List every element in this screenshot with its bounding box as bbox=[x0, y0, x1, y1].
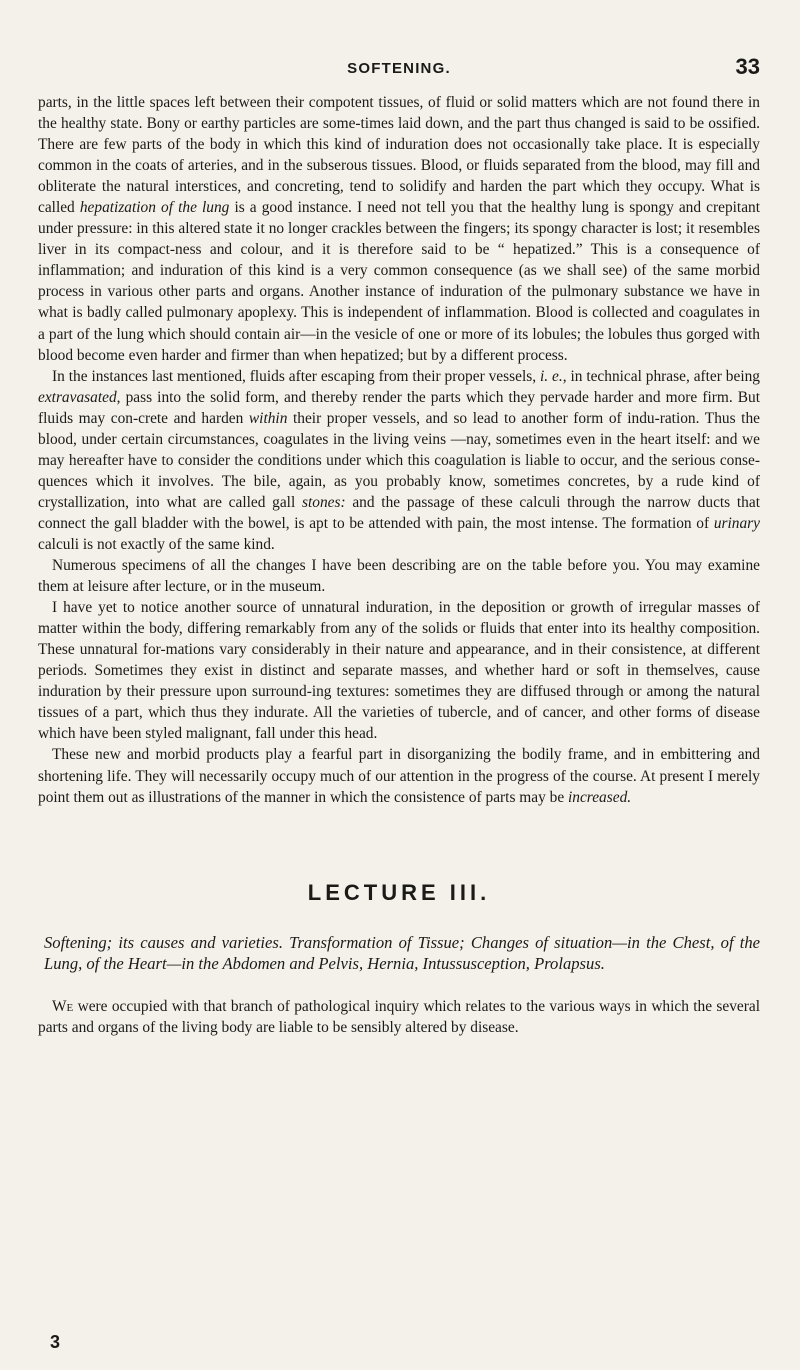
lecture-opening-paragraph bbox=[38, 996, 760, 1038]
body-paragraph bbox=[38, 92, 760, 366]
text-run: and the passage of these calculi through the narrow ducts that connect the gall bladder with the bowel, is apt to be attended with pain, the most intense. The formation of bbox=[38, 493, 760, 532]
page-header bbox=[38, 52, 760, 92]
lecture-opening-text: were occupied with that branch of pathological inquiry which relates to the various ways in which the several parts and organs of the living body are liable to be sensibly altered by disease. bbox=[38, 997, 760, 1036]
body-paragraph bbox=[38, 366, 760, 555]
text-run: , pass into the solid form, and thereby render the parts which they pervade harder and more firm. But fluids may con-crete and harden bbox=[38, 388, 760, 427]
lecture-body bbox=[38, 996, 760, 1038]
italic-phrase: extravasated bbox=[38, 388, 117, 406]
text-run: calculi is not exactly of the same kind. bbox=[38, 535, 275, 553]
italic-phrase: i. e. bbox=[539, 367, 563, 385]
text-run: parts, in the little spaces left between their compotent tissues, of fluid or solid matters which are not found there in the healthy state. Bony or earthy particles are some-times laid down, and the part thus changed is said to be ossified. There are few parts of the body in which this kind of induration does not occasionally take place. It is especially common in the coats of arteries, and in the subserous tissues. Blood, or fluids separated from the blood, may fill and obliterate the natural interstices, and concreting, tend to solidify and harden the part which they occupy. What is called bbox=[38, 94, 760, 217]
lecture-title: LECTURE III. bbox=[307, 879, 491, 905]
signature-mark: 3 bbox=[50, 1332, 61, 1352]
italic-phrase: within bbox=[248, 409, 288, 427]
page-number: 33 bbox=[735, 54, 760, 79]
lecture-opening-word: We bbox=[52, 997, 74, 1015]
lecture-synopsis: Softening; its causes and varieties. Transformation of Tissue; Changes of situation—in the Chest, of the Lung, of the Heart—in the Abdomen and Pelvis, Hernia, Intussusception, Prolapsus. bbox=[44, 932, 760, 973]
italic-phrase: stones: bbox=[301, 493, 346, 511]
text-run: I have yet to notice another source of unnatural induration, in the deposition or growth of irregular masses of matter within the body, differing remarkably from any of the solids or fluids that enter into its healthy composition. These unnatural for-mations vary considerably in their nature and appearance, and in their consistence, at different periods. Sometimes they exist in distinct and separate masses, and whether hard or soft in themselves, cause induration by their pressure upon surround-ing textures: sometimes they are diffused through or among the natural tissues of a part, which thus they indurate. All the varieties of tubercle, and of cancer, and other forms of disease which have been styled malignant, fall under this head. bbox=[38, 599, 760, 743]
body-paragraph bbox=[38, 555, 760, 597]
page bbox=[38, 52, 760, 1038]
body-paragraph bbox=[38, 597, 760, 744]
text-run: , in technical phrase, after being bbox=[562, 367, 760, 385]
italic-phrase: hepatization of the lung bbox=[79, 199, 230, 217]
running-head: SOFTENING. bbox=[347, 60, 451, 77]
italic-phrase: increased. bbox=[568, 788, 632, 806]
italic-phrase: urinary bbox=[713, 514, 760, 532]
text-run: In the instances last mentioned, fluids after escaping from their proper vessels, bbox=[52, 367, 540, 385]
text-run: their proper vessels, and so lead to another form of indu-ration. Thus the blood, under certain circumstances, coagulates in the living veins —nay, sometimes even in the heart itself: and we may hereafter have to consider the conditions under which this coagulation is liable to occur, and the serious conse-quences which it involves. The bile, again, as you probably know, sometimes concretes, by a rude kind of crystallization, into what are called gall bbox=[38, 409, 760, 511]
text-run: is a good instance. I need not tell you that the healthy lung is spongy and crepitant under pressure: in this altered state it no longer crackles between the fingers; its spongy character is lost; it resembles liver in its compact-ness and colour, and it is therefore said to be “ hepatized.” This is a consequence of inflammation; and induration of this kind is a very common consequence (as we shall see) of the same morbid process in various other parts and organs. Another instance of induration of the pulmonary substance we have in what is badly called pulmonary apoplexy. This is independent of inflammation. Blood is collected and coagulates in a part of the lung which should contain air—in the vesicle of one or more of its lobules; the lobules thus gorged with blood become even harder and firmer than when hepatized; but by a different process. bbox=[38, 199, 761, 364]
text-run: Numerous specimens of all the changes I have been describing are on the table before you. You may examine them at leisure after lecture, or in the museum. bbox=[38, 557, 760, 596]
body-text bbox=[38, 92, 760, 808]
text-run: These new and morbid products play a fearful part in disorganizing the bodily frame, and in embittering and shortening life. They will necessarily occupy much of our attention in the progress of the course. At present I merely point them out as illustrations of the manner in which the consistence of parts may be bbox=[38, 746, 760, 806]
body-paragraph bbox=[38, 744, 760, 807]
